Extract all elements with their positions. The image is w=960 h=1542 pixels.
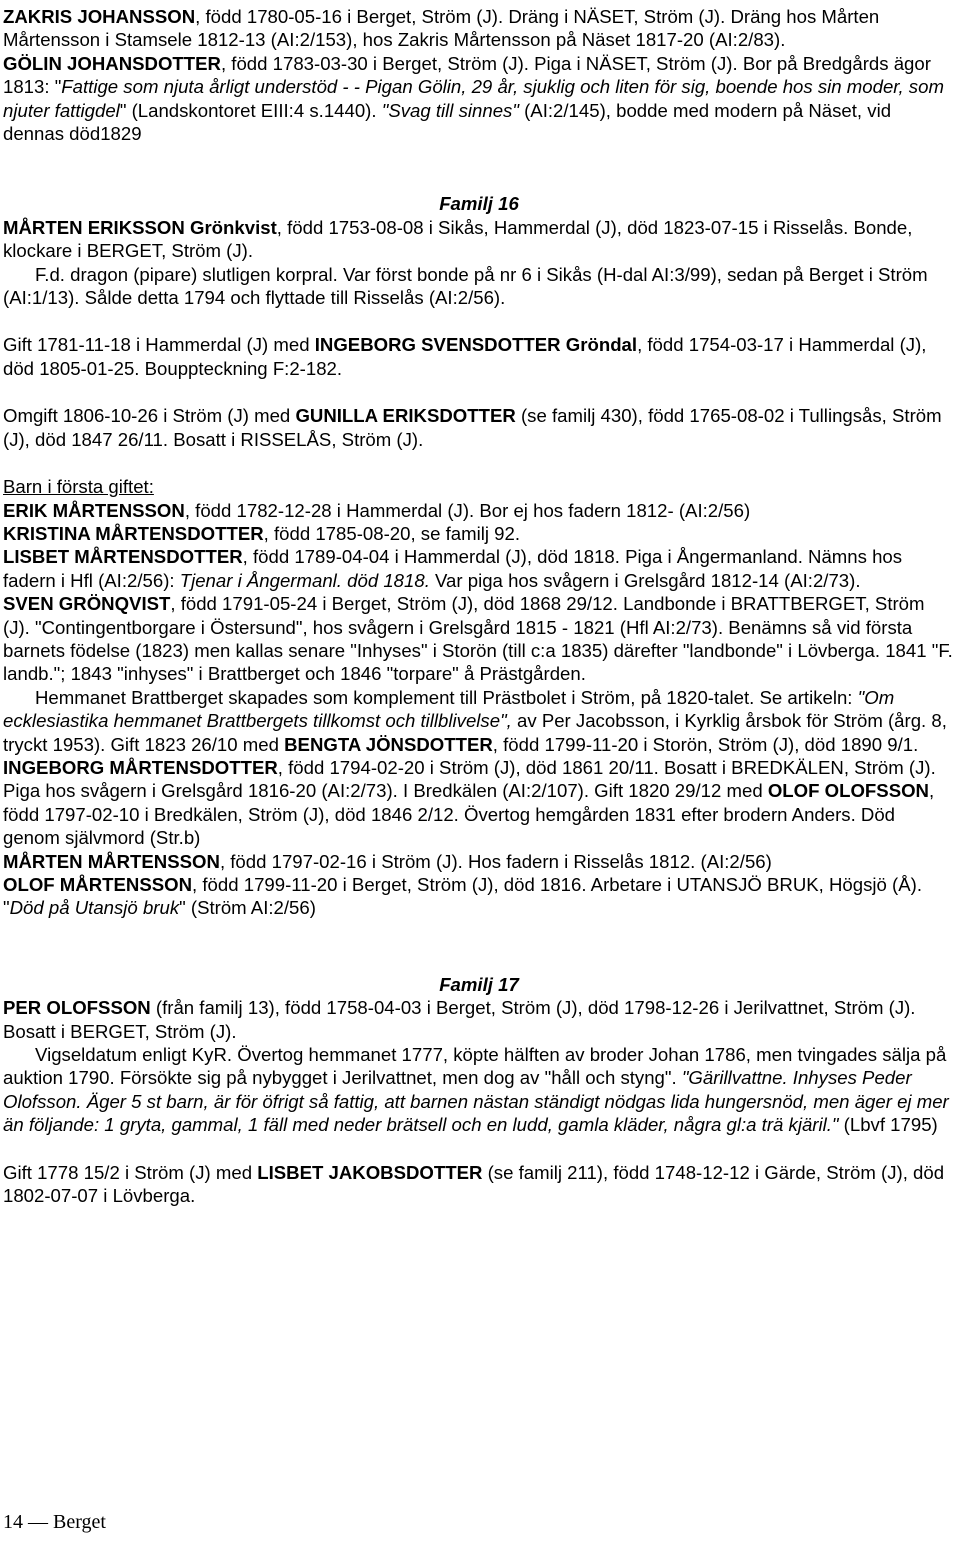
child-olof: OLOF MÅRTENSSON, född 1799-11-20 i Berget, Ström (J), död 1816. Arbetare i UTANSJÖ BRUK, Högsjö (Å). "Död på Utansjö bruk" (Ström AI:2/56) — [3, 874, 922, 919]
family-17-head: PER OLOFSSON (från familj 13), född 1758-04-03 i Berget, Ström (J), död 1798-12-26 i Jerilvattnet, Ström (J). Bosatt i BERGET, Ström (J). — [3, 997, 916, 1042]
person-name: ZAKRIS JOHANSSON — [3, 6, 196, 27]
person-name: KRISTINA MÅRTENSDOTTER — [3, 522, 264, 544]
family-16-heading: Familj 16 — [439, 193, 519, 215]
person-name: PER OLOFSSON — [3, 997, 151, 1019]
family-17-heading: Familj 17 — [439, 973, 519, 995]
family-16-marriage-1: Gift 1781-11-18 i Hammerdal (J) med INGEBORG SVENSDOTTER Gröndal, född 1754-03-17 i Hammerdal (J), död 1805-01-25. Bouppteckning F:2-182. — [3, 334, 927, 379]
child-erik: ERIK MÅRTENSSON, född 1782-12-28 i Hammerdal (J). Bor ej hos fadern 1812- (AI:2/56) — [3, 499, 751, 521]
person-name: INGEBORG SVENSDOTTER Gröndal — [314, 334, 638, 356]
family-16-marriage-2: Omgift 1806-10-26 i Ström (J) med GUNILLA ERIKSDOTTER (se familj 430), född 1765-08-02 i Tullingsås, Ström (J), död 1847 26/11. Bosatt i RISSELÅS, Ström (J). — [3, 405, 942, 450]
entry-golin: GÖLIN JOHANSDOTTER, född 1783-03-30 i Berget, Ström (J). Piga i NÄSET, Ström (J). Bor på Bredgårds ägor 1813: "Fattige som njuta årligt understöd - - Pigan Gölin, 29 år, sjuklig och liten för sig, boende hos sin moder, som njuter fattigdel" (Landskontoret EIII:4 s.1440). "Svag till sinnes" (AI:2/145), bodde med modern på Näset, vid dennas död1829 — [3, 52, 944, 145]
person-name: OLOF MÅRTENSSON — [3, 874, 193, 895]
family-17-marriage: Gift 1778 15/2 i Ström (J) med LISBET JAKOBSDOTTER (se familj 211), född 1748-12-12 i Gärde, Ström (J), död 1802-07-07 i Lövberga. — [3, 1161, 945, 1207]
child-kristina: KRISTINA MÅRTENSDOTTER, född 1785-08-20, se familj 92. — [3, 522, 520, 544]
person-name: BENGTA JÖNSDOTTER — [284, 733, 493, 755]
child-marten: MÅRTEN MÅRTENSSON, född 1797-02-16 i Ström (J). Hos fadern i Risselås 1812. (AI:2/56) — [3, 850, 772, 872]
quote: Tjenar i Ångermanl. död 1818. — [179, 569, 430, 591]
quote: "Gärillvattne. Inhyses Peder Olofsson. Äger 5 st barn, är för öfrigt så fattig, att barnen nästan ständigt nödgas lida hungersnöd, men äger ej mer än följande: 1 gryta, gammal, 1 fäll med neder brätsell och en ludd, gamla kläder, några gl:a trä kjäril." — [3, 1067, 949, 1136]
child-ingeborg: INGEBORG MÅRTENSDOTTER, född 1794-02-20 i Ström (J), död 1861 20/11. Bosatt i BREDKÄLEN, Ström (J). Piga hos svågern i Grelsgård 1816-20 (AI:2/73). I Bredkälen (AI:2/107). Gift 1820 29/12 med OLOF OLOFSSON, född 1797-02-10 i Bredkälen, Ström (J), död 1846 2/12. Övertog hemgården 1831 efter brodern Anders. Död genom självmord (Str.b) — [3, 756, 936, 849]
quote: "Om ecklesiastika hemmanet Brattbergets tillkomst och tillblivelse", — [3, 686, 895, 732]
person-name: GÖLIN JOHANSDOTTER — [3, 52, 221, 74]
person-name: LISBET JAKOBSDOTTER — [257, 1161, 483, 1183]
quote: "Svag till sinnes" — [381, 99, 519, 121]
person-name: LISBET MÅRTENSDOTTER — [3, 546, 243, 568]
family-17-note: Vigseldatum enligt KyR. Övertog hemmanet 1777, köpte hälften av broder Johan 1786, men tvingades sälja på auktion 1790. Försökte sig på nybygget i Jerilvattnet, men dog av "håll och styng". "Gärillvattne. Inhyses Peder Olofsson. Äger 5 st barn, är för öfrigt så fattig, att barnen nästan ständigt nödgas lida hungersnöd, men äger ej mer än följande: 1 gryta, gammal, 1 fäll med neder brätsell och en ludd, gamla kläder, några gl:a trä kjäril." (Lbvf 1795) — [3, 1044, 949, 1136]
person-name: ERIK MÅRTENSSON — [3, 499, 185, 521]
quote: Död på Utansjö bruk — [9, 897, 180, 919]
person-name: OLOF OLOFSSON — [767, 780, 929, 802]
page-footer: 14 — Berget — [3, 1511, 106, 1533]
quote: Fattige som njuta årligt understöd - - Pigan Gölin, 29 år, sjuklig och liten för sig, boende hos sin moder, som njuter fattigdel — [3, 76, 944, 121]
person-name: MÅRTEN MÅRTENSSON — [3, 850, 220, 872]
entry-zakris: ZAKRIS JOHANSSON, född 1780-05-16 i Berget, Ström (J). Dräng i NÄSET, Ström (J). Dräng hos Mårten Mårtensson i Stamsele 1812-13 (AI:2/153), hos Zakris Mårtensson på Näset 1817-20 (AI:2/83). — [3, 6, 880, 51]
person-name: MÅRTEN ERIKSSON Grönkvist — [3, 216, 277, 238]
child-sven: SVEN GRÖNQVIST, född 1791-05-24 i Berget, Ström (J), död 1868 29/12. Landbonde i BRATTBERGET, Ström (J). "Contingentborgare i Östersund", hos svågern i Grelsgård 1815 - 1821 (Hfl AI:2/73). Benämns så vid första barnets födelse (1823) men kallas senare "Inhyses" i Storön (till c:a 1835) därefter "landbonde" i Lövberga. 1841 "F. landb."; 1843 "inhyses" i Brattberget och 1846 "torpare" å Prästgården. — [3, 593, 953, 685]
children-heading: Barn i första giftet: — [3, 476, 154, 498]
family-16-head-note: F.d. dragon (pipare) slutligen korpral. Var först bonde på nr 6 i Sikås (H-dal AI:3/99), sedan på Berget i Ström (AI:1/13). Sålde detta 1794 och flyttade till Risselås (AI:2/56). — [3, 263, 928, 309]
child-sven-note: Hemmanet Brattberget skapades som komplement till Prästbolet i Ström, på 1820-talet. Se artikeln: "Om ecklesiastika hemmanet Brattbergets tillkomst och tillblivelse", av Per Jacobsson, i Kyrklig årsbok för Ström (årg. 8, tryckt 1953). Gift 1823 26/10 med BENGTA JÖNSDOTTER, född 1799-11-20 i Storön, Ström (J), död 1890 9/1. — [3, 686, 947, 755]
person-name: INGEBORG MÅRTENSDOTTER — [3, 756, 278, 778]
person-name: GUNILLA ERIKSDOTTER — [295, 405, 516, 427]
family-16-head: MÅRTEN ERIKSSON Grönkvist, född 1753-08-08 i Sikås, Hammerdal (J), död 1823-07-15 i Risselås. Bonde, klockare i BERGET, Ström (J). — [3, 216, 913, 262]
document-page — [3, 0, 955, 1207]
person-name: SVEN GRÖNQVIST — [3, 593, 171, 615]
child-lisbet: LISBET MÅRTENSDOTTER, född 1789-04-04 i Hammerdal (J), död 1818. Piga i Ångermanland. Nämns hos fadern i Hfl (AI:2/56): Tjenar i Ångermanl. död 1818. Var piga hos svågern i Grelsgård 1812-14 (AI:2/73). — [3, 546, 903, 591]
